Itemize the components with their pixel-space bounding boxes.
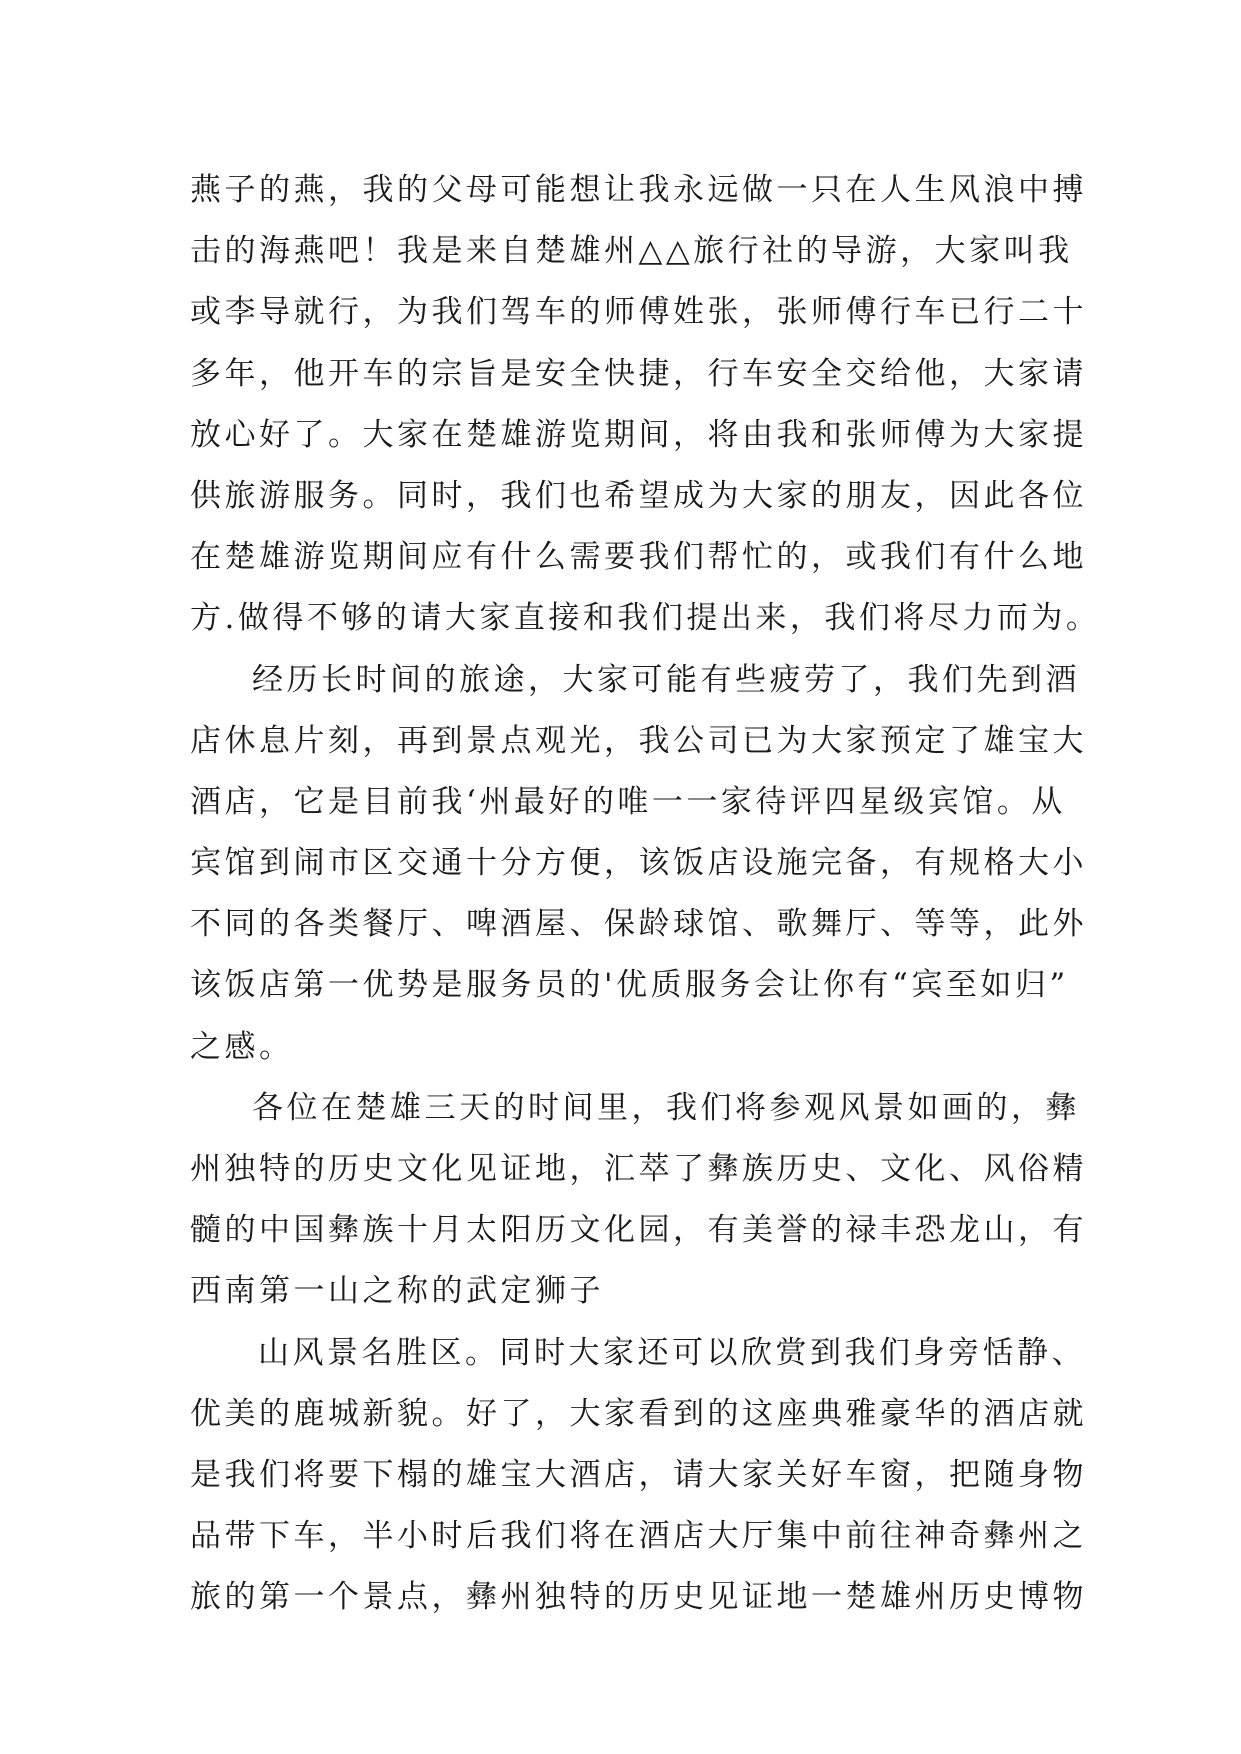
text-line: 品带下车，半小时后我们将在酒店大厅集中前往神奇彝州之: [190, 1518, 1087, 1555]
paragraph-start-line: 山风景名胜区。同时大家还可以欣赏到我们身旁恬静、: [258, 1334, 1086, 1371]
text-line: 之感。: [190, 1028, 294, 1065]
text-line: 西南第一山之称的武定狮子: [190, 1273, 604, 1310]
text-line: 酒店，它是目前我‘州最好的唯一一家待评四星级宾馆。从: [190, 783, 1066, 820]
text-line: 击的海燕吧！我是来自楚雄州△△旅行社的导游，大家叫我: [190, 233, 1073, 270]
text-line: 多年，他开车的宗旨是安全快捷，行车安全交给他，大家请: [190, 355, 1087, 392]
text-line: 优美的鹿城新貌。好了，大家看到的这座典雅豪华的酒店就: [190, 1395, 1087, 1432]
text-line: 是我们将要下榻的雄宝大酒店，请大家关好车窗，把随身物: [190, 1456, 1087, 1493]
text-line: 州独特的历史文化见证地，汇萃了彝族历史、文化、风俗精: [190, 1151, 1087, 1187]
text-line: 店休息片刻，再到景点观光，我公司已为大家预定了雄宝大: [190, 722, 1087, 759]
text-line: 方.做得不够的请大家直接和我们提出来，我们将尽力而为。: [190, 600, 1101, 637]
text-line: 供旅游服务。同时，我们也希望成为大家的朋友，因此各位: [190, 477, 1087, 514]
text-line: 或李导就行，为我们驾车的师傅姓张，张师傅行车已行二十: [190, 294, 1087, 331]
text-line: 该饭店第一优势是服务员的'优质服务会让你有“宾至如归”: [190, 967, 1069, 1004]
paragraph-start-line: 经历长时间的旅途，大家可能有些疲劳了，我们先到酒: [252, 661, 1080, 698]
text-line: 髓的中国彝族十月太阳历文化园，有美誉的禄丰恐龙山，有: [190, 1212, 1087, 1249]
paragraph-start-line: 各位在楚雄三天的时间里，我们将参观风景如画的，彝: [252, 1089, 1080, 1126]
text-line: 旅的第一个景点，彝州独特的历史见证地一楚雄州历史博物: [190, 1579, 1087, 1616]
document-body: [190, 160, 1101, 1629]
text-line: 不同的各类餐厅、啤酒屋、保龄球馆、歌舞厅、等等，此外: [190, 906, 1087, 943]
text-line: 放心好了。大家在楚雄游览期间，将由我和张师傅为大家提: [190, 416, 1087, 453]
text-line: 在楚雄游览期间应有什么需要我们帮忙的，或我们有什么地: [190, 539, 1087, 576]
text-line: 宾馆到闹市区交通十分方便，该饭店设施完备，有规格大小: [190, 845, 1087, 882]
text-line: 燕子的燕，我的父母可能想让我永远做一只在人生风浪中搏: [190, 172, 1087, 208]
